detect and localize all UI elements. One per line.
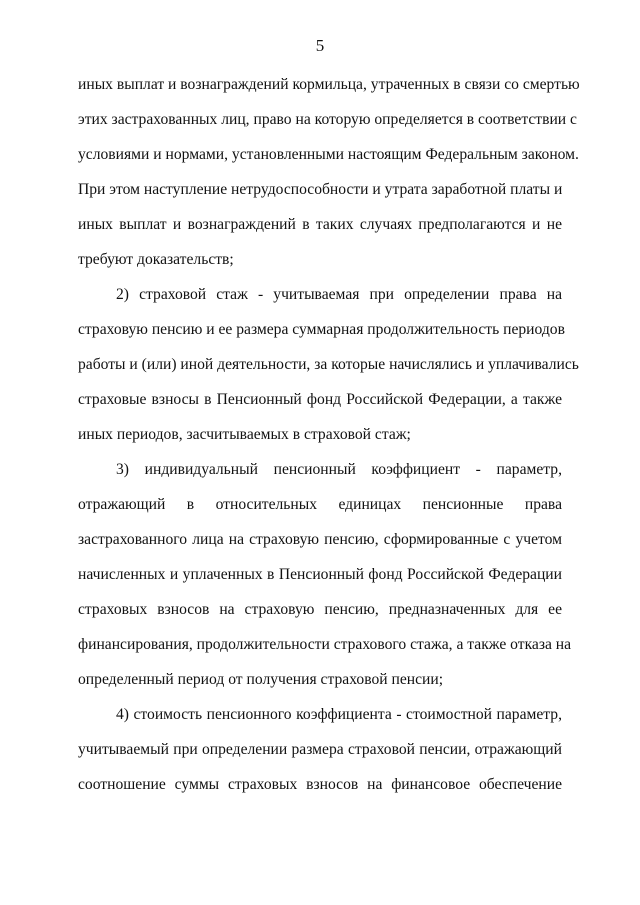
paragraph-first-line: 3) индивидуальный пенсионный коэффициент - параметр,: [116, 461, 562, 478]
text-line: требуют доказательств;: [78, 251, 234, 268]
text-line: При этом наступление нетрудоспособности и утрата заработной платы и: [78, 181, 563, 198]
text-line: иных выплат и вознаграждений в таких случаях предполагаются и не: [78, 216, 562, 233]
text-line: финансирования, продолжительности страхового стажа, а также отказа на: [78, 636, 572, 653]
page-number: 5: [315, 36, 325, 55]
text-line: соотношение суммы страховых взносов на финансовое обеспечение: [78, 776, 562, 793]
paragraph-first-line: 2) страховой стаж - учитываемая при определении права на: [116, 286, 562, 303]
text-line: иных периодов, засчитываемых в страховой стаж;: [78, 426, 411, 443]
text-line: учитываемый при определении размера страховой пенсии, отражающий: [78, 741, 562, 758]
text-line: страховые взносы в Пенсионный фонд Российской Федерации, а также: [78, 391, 562, 408]
text-line: определенный период от получения страховой пенсии;: [78, 671, 444, 688]
text-line: начисленных и уплаченных в Пенсионный фонд Российской Федерации: [78, 566, 562, 583]
text-line: страховых взносов на страховую пенсию, предназначенных для ее: [78, 601, 562, 618]
text-line: иных выплат и вознаграждений кормильца, утраченных в связи со смертью: [78, 76, 580, 93]
text-line: работы и (или) иной деятельности, за которые начислялись и уплачивались: [78, 356, 579, 373]
paragraph-first-line: 4) стоимость пенсионного коэффициента - стоимостной параметр,: [116, 706, 562, 723]
text-line: страховую пенсию и ее размера суммарная продолжительность периодов: [78, 321, 565, 338]
text-line: этих застрахованных лиц, право на которую определяется в соответствии с: [78, 111, 577, 128]
text-line: условиями и нормами, установленными настоящим Федеральным законом.: [78, 146, 579, 163]
text-line: застрахованного лица на страховую пенсию, сформированные с учетом: [78, 531, 562, 548]
text-line: отражающий в относительных единицах пенсионные права: [78, 496, 562, 513]
